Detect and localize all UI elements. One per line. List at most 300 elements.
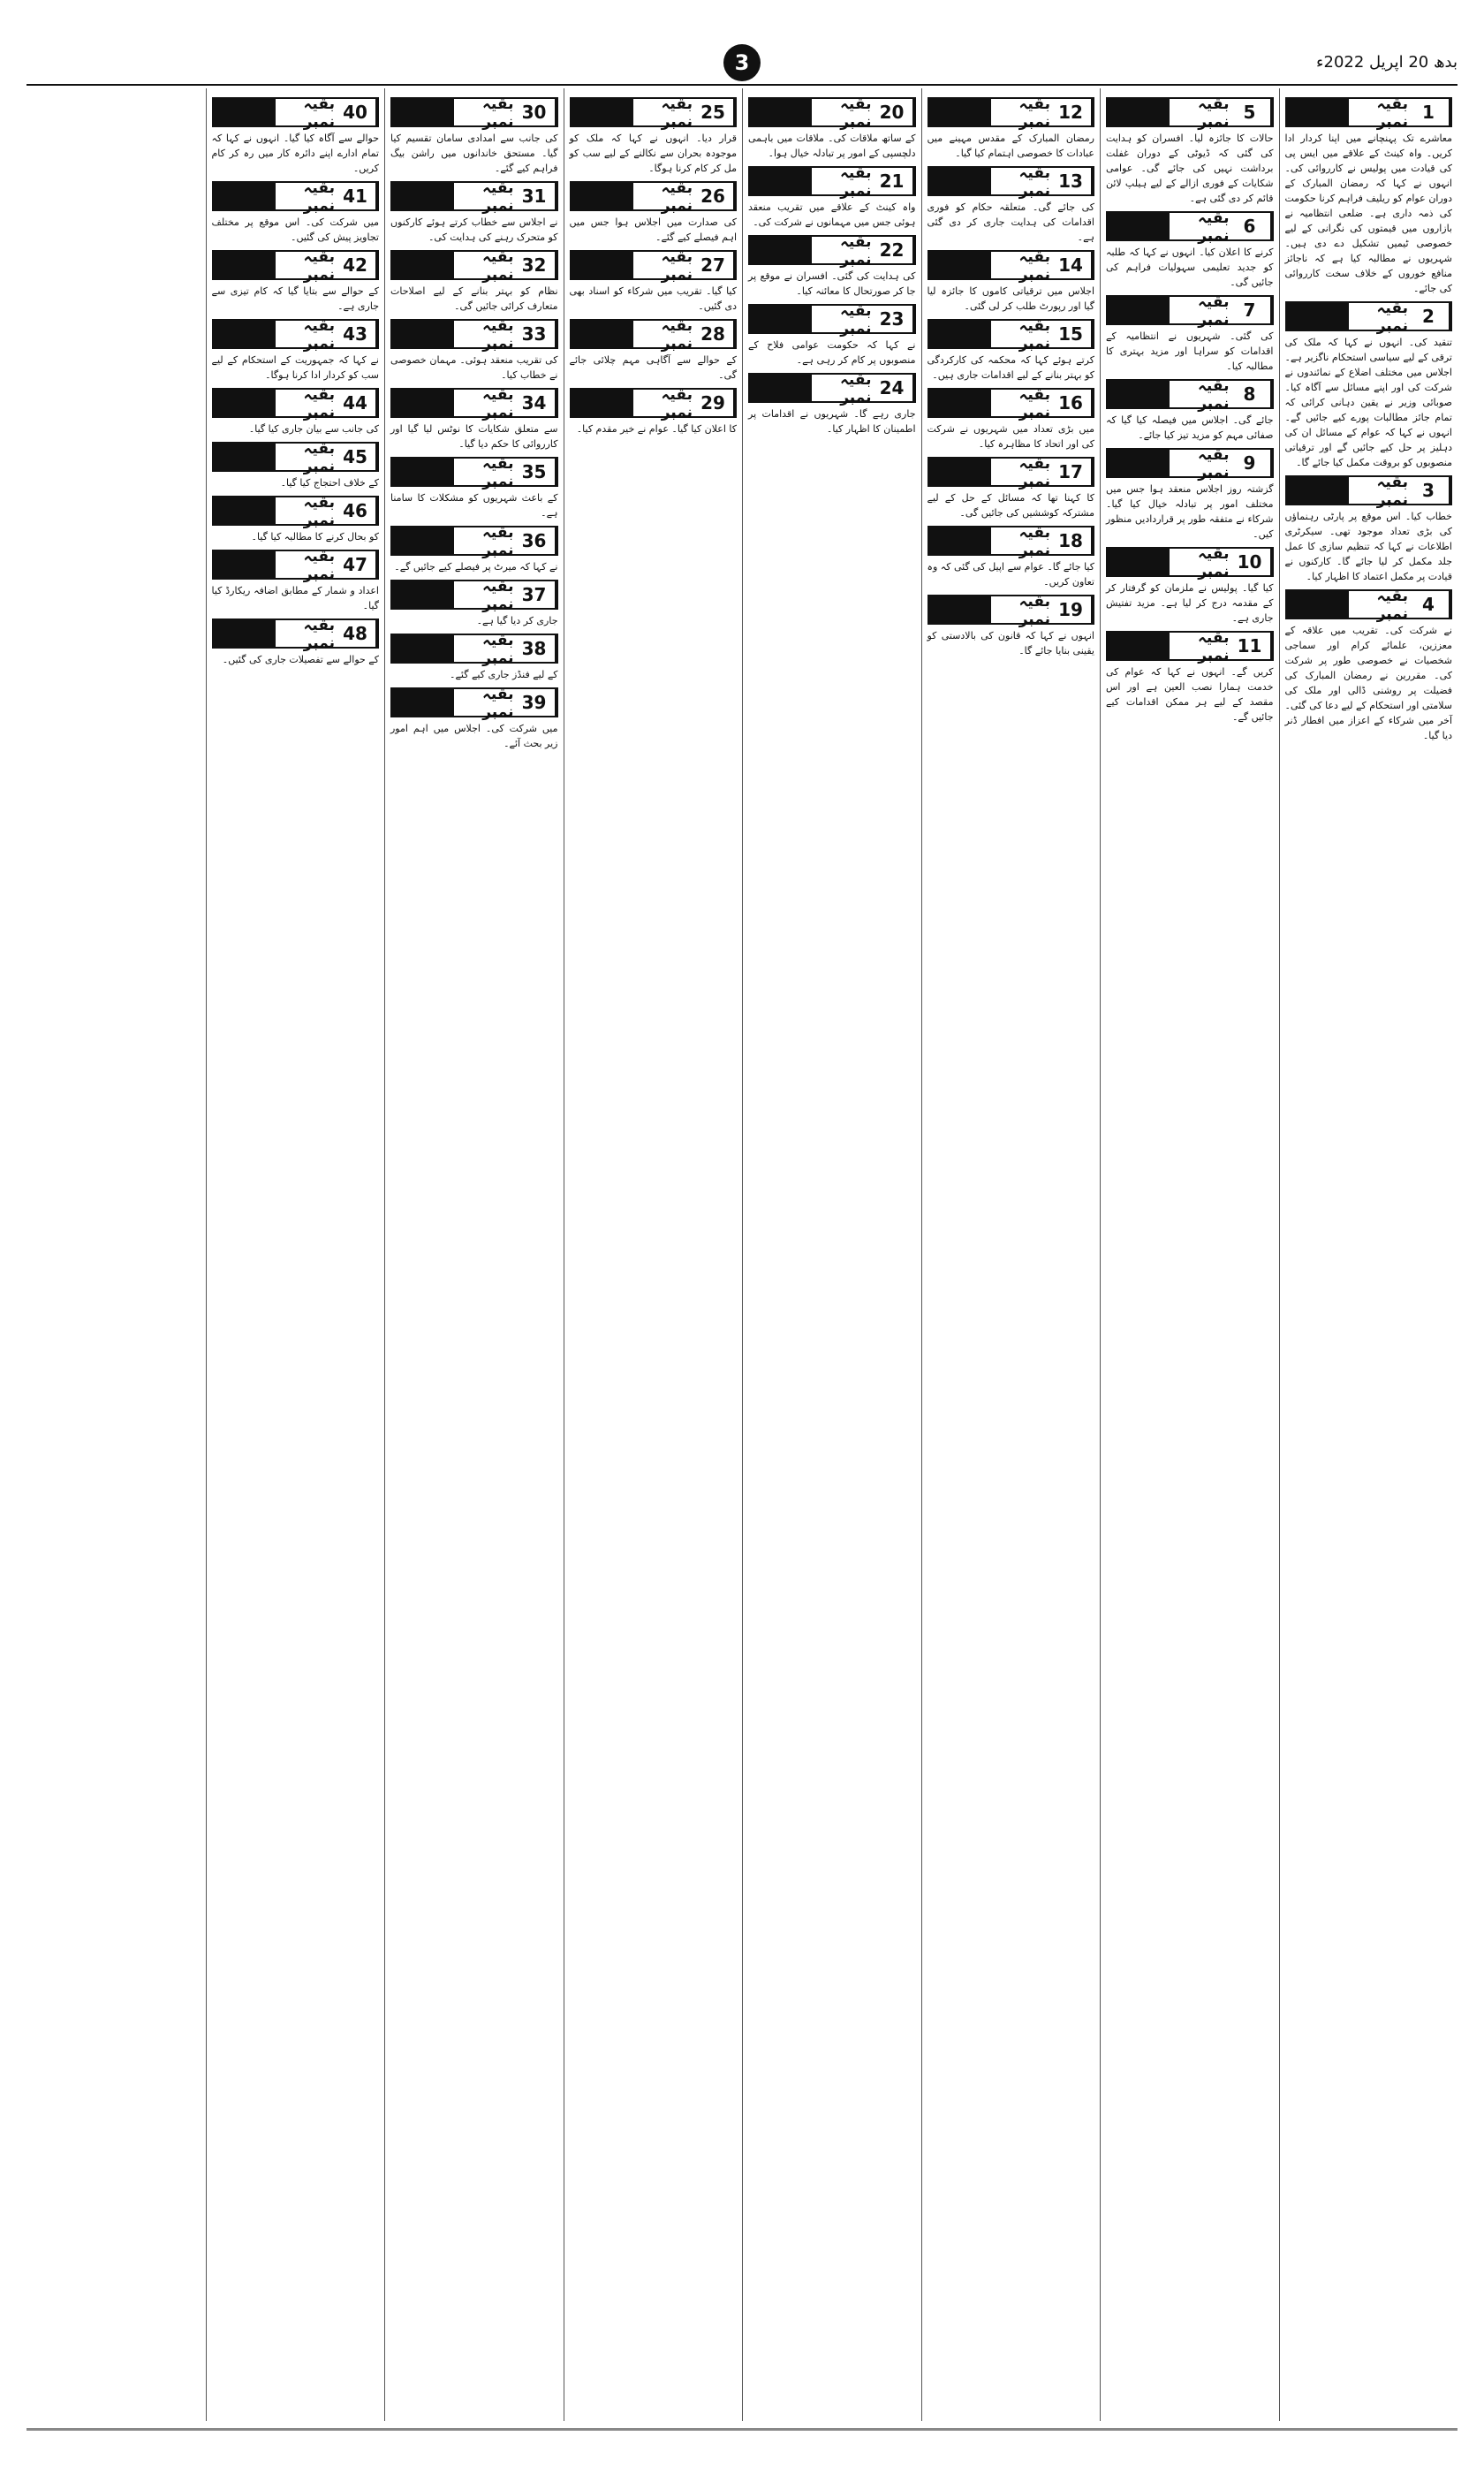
story [212, 618, 380, 667]
story-header [212, 616, 380, 652]
story-bar [929, 390, 991, 416]
story [748, 163, 916, 230]
story-label: بقیہ نمبر [454, 581, 514, 608]
story-label: بقیہ نمبر [454, 459, 514, 485]
story-body: کے باعث شہریوں کو مشکلات کا سامنا ہے۔ [390, 492, 558, 519]
story-number: 9 [1230, 450, 1272, 476]
story-label: بقیہ نمبر [991, 527, 1051, 554]
story-body: واہ کینٹ کے علاقے میں تقریب منعقد ہوئی جس میں مہمانوں نے شرکت کی۔ [748, 201, 916, 228]
story-label: بقیہ نمبر [812, 168, 872, 194]
page-header [26, 44, 1458, 80]
story-body: کا کہنا تھا کہ مسائل کے حل کے لیے مشترکہ کوششیں کی جائیں گی۔ [927, 492, 1094, 519]
story-bar [392, 390, 454, 416]
story [570, 97, 738, 176]
story [927, 592, 1095, 658]
story-header [212, 178, 380, 215]
story-number: 21 [872, 168, 914, 194]
story-label: بقیہ نمبر [276, 620, 336, 647]
story [390, 523, 558, 574]
story [748, 301, 916, 368]
story-header [1106, 95, 1274, 131]
story-label: بقیہ نمبر [276, 497, 336, 524]
story-bar [214, 497, 276, 524]
story-number: 13 [1050, 168, 1093, 194]
story-body: انہوں نے کہا کہ قانون کی بالادستی کو یقینی بنایا جائے گا۔ [927, 630, 1094, 656]
story-label: بقیہ نمبر [991, 596, 1051, 623]
story-bar [929, 99, 991, 125]
story-label: بقیہ نمبر [991, 459, 1051, 485]
story-body: کو بحال کرنے کا مطالبہ کیا گیا۔ [251, 531, 379, 543]
story-label: بقیہ نمبر [276, 444, 336, 470]
story [927, 454, 1095, 520]
story-body: جائے گی۔ اجلاس میں فیصلہ کیا گیا کہ صفائی مہم کو مزید تیز کیا جائے۔ [1106, 414, 1274, 441]
story-header [1285, 473, 1453, 509]
story-header [1285, 95, 1453, 131]
story-body: اعداد و شمار کے مطابق اضافہ ریکارڈ کیا گیا۔ [211, 585, 379, 611]
column [1100, 88, 1279, 2421]
story-number: 29 [693, 390, 735, 416]
story-number: 33 [514, 321, 556, 347]
story-header [928, 316, 1095, 353]
story-bar [1287, 303, 1349, 330]
story-number: 27 [693, 252, 735, 278]
story-body: نے شرکت کی۔ تقریب میں علاقہ کے معززین، علمائے کرام اور سماجی شخصیات نے خصوصی طور پر شرکت کی۔ مقررین نے رمضان المبارک کی فضیلت پر روشنی ڈالی اور ملک کی سلامتی اور استحکام کے لیے دعا کی گئی۔ آخر میں شرکاء کے اعزاز میں افطار ڈنر دیا گیا۔ [1284, 625, 1452, 741]
story-bar [392, 459, 454, 485]
story-body: کا اعلان کیا گیا۔ عوام نے خیر مقدم کیا۔ [576, 423, 737, 435]
story-label: بقیہ نمبر [812, 99, 872, 125]
story-label: بقیہ نمبر [1349, 477, 1409, 504]
story-header [928, 454, 1095, 490]
story-bar [392, 581, 454, 608]
story-label: بقیہ نمبر [454, 689, 514, 716]
story-body: کے خلاف احتجاج کیا گیا۔ [280, 477, 379, 489]
story [390, 178, 558, 245]
story-body: نظام کو بہتر بنانے کے لیے اصلاحات متعارف کرائی جائیں گی۔ [390, 285, 558, 312]
story [1285, 97, 1453, 296]
story-bar [750, 168, 812, 194]
story-header [928, 523, 1095, 559]
story-label: بقیہ نمبر [991, 99, 1051, 125]
story-header [748, 301, 916, 338]
story-bar [1108, 297, 1170, 323]
story-header [928, 247, 1095, 284]
header-rule [26, 84, 1458, 86]
story-body: کرتے ہوئے کہا کہ محکمہ کی کارکردگی کو بہتر بنانے کے لیے اقدامات جاری ہیں۔ [927, 354, 1094, 381]
story-body: نے اجلاس سے خطاب کرتے ہوئے کارکنوں کو متحرک رہنے کی ہدایت کی۔ [390, 216, 558, 243]
story-bar [1108, 633, 1170, 659]
story-number: 2 [1408, 303, 1450, 330]
story-number: 28 [693, 321, 735, 347]
story-body: حالات کا جائزہ لیا۔ افسران کو ہدایت کی گئی کہ ڈیوٹی کے دوران غفلت برداشت نہیں کی جائے گی۔ عوامی شکایات کے فوری ازالے کے لیے ہیلپ لائن قائم کر دی گئی ہے۔ [1106, 133, 1274, 204]
story [212, 385, 380, 436]
story-number: 37 [514, 581, 556, 608]
column [921, 88, 1101, 2421]
story-number: 47 [335, 551, 377, 578]
story-body: حوالے سے آگاہ کیا گیا۔ انہوں نے کہا کہ تمام ادارے اپنے دائرہ کار میں رہ کر کام کریں۔ [211, 133, 379, 174]
story-header [390, 523, 558, 559]
story [927, 385, 1095, 452]
story-body: کے لیے فنڈز جاری کیے گئے۔ [450, 669, 558, 680]
story-bar [929, 459, 991, 485]
story-number: 4 [1408, 591, 1450, 618]
story-label: بقیہ نمبر [1170, 213, 1230, 239]
story-label: بقیہ نمبر [633, 99, 693, 125]
story-bar [214, 252, 276, 278]
story-bar [929, 527, 991, 554]
story [1106, 292, 1274, 374]
story-header [570, 95, 738, 131]
story-header [212, 547, 380, 583]
story-body: کی صدارت میں اجلاس ہوا جس میں اہم فیصلے کیے گئے۔ [569, 216, 737, 243]
story [1106, 628, 1274, 725]
story [390, 316, 558, 383]
story-body: معاشرے تک پہنچانے میں اپنا کردار ادا کریں۔ واہ کینٹ کے علاقے میں ایس پی کی قیادت میں پولیس نے کارروائی کی۔ انہوں نے کہا کہ رمضان المبارک کے دوران عوام کو ریلیف فراہم کرنا حکومت کی ذمہ داری ہے۔ ضلعی انتظامیہ نے بازاروں میں قیمتوں کی نگرانی کے لیے خصوصی ٹیمیں تشکیل دے دی ہیں۔ شہریوں نے مطالبہ کیا ہے کہ ناجائز منافع خوروں کے خلاف سخت کارروائی کی جائے۔ [1284, 133, 1452, 294]
story-number: 40 [335, 99, 377, 125]
story-body: کے ساتھ ملاقات کی۔ ملاقات میں باہمی دلچسپی کے امور پر تبادلہ خیال ہوا۔ [748, 133, 916, 159]
story-number: 25 [693, 99, 735, 125]
story-bar [750, 237, 812, 263]
story-number: 23 [872, 306, 914, 332]
story-header [390, 631, 558, 667]
story-body: نے کہا کہ میرٹ پر فیصلے کیے جائیں گے۔ [394, 561, 558, 573]
story-label: بقیہ نمبر [812, 237, 872, 263]
story-label: بقیہ نمبر [991, 252, 1051, 278]
story [1106, 97, 1274, 206]
story-bar [214, 183, 276, 209]
story-label: بقیہ نمبر [991, 390, 1051, 416]
story-body: نے کہا کہ جمہوریت کے استحکام کے لیے سب کو کردار ادا کرنا ہوگا۔ [211, 354, 379, 381]
story [570, 385, 738, 436]
story-body: کی تقریب منعقد ہوئی۔ مہمان خصوصی نے خطاب کیا۔ [390, 354, 558, 381]
story-label: بقیہ نمبر [1349, 99, 1409, 125]
story-number: 1 [1408, 99, 1450, 125]
story [211, 178, 380, 245]
story-body: کی جانب سے بیان جاری کیا گیا۔ [248, 423, 379, 435]
story [1106, 376, 1274, 443]
story-body: سے متعلق شکایات کا نوٹس لیا گیا اور کارروائی کا حکم دیا گیا۔ [390, 423, 558, 450]
story-label: بقیہ نمبر [812, 375, 872, 401]
story-bar [929, 252, 991, 278]
story-body: کی گئی۔ شہریوں نے انتظامیہ کے اقدامات کو سراہا اور مزید بہتری کا مطالبہ کیا۔ [1106, 330, 1274, 372]
story-label: بقیہ نمبر [633, 390, 693, 416]
story-header [570, 316, 738, 353]
story-body: کیا گیا۔ پولیس نے ملزمان کو گرفتار کر کے مقدمہ درج کر لیا ہے۔ مزید تفتیش جاری ہے۔ [1106, 582, 1274, 624]
story-label: بقیہ نمبر [1170, 450, 1230, 476]
story-header [1285, 587, 1453, 623]
story-bar [572, 183, 633, 209]
story-header [1106, 209, 1274, 245]
story [927, 163, 1095, 245]
story-bar [214, 321, 276, 347]
story-header [748, 163, 916, 200]
story-label: بقیہ نمبر [1349, 303, 1409, 330]
story-label: بقیہ نمبر [991, 321, 1051, 347]
story-header [390, 247, 558, 284]
story [212, 439, 380, 490]
story-number: 12 [1050, 99, 1093, 125]
story-bar [750, 375, 812, 401]
story-number: 17 [1050, 459, 1093, 485]
column [1279, 88, 1458, 2421]
story-label: بقیہ نمبر [454, 635, 514, 662]
story [390, 577, 558, 628]
story-label: بقیہ نمبر [276, 390, 336, 416]
story-bar [392, 99, 454, 125]
story-number: 15 [1050, 321, 1093, 347]
story-number: 6 [1230, 213, 1272, 239]
story-number: 31 [514, 183, 556, 209]
story [390, 97, 558, 176]
story-number: 19 [1050, 596, 1093, 623]
page-date: بدھ 20 اپریل 2022ء [1316, 53, 1458, 72]
story-bar [214, 99, 276, 125]
story [1285, 475, 1453, 584]
story-bar [392, 527, 454, 554]
story-header [1106, 628, 1274, 664]
newspaper-columns [26, 88, 1458, 2421]
story-number: 41 [335, 183, 377, 209]
column [26, 88, 206, 2421]
story [569, 178, 738, 245]
story-label: بقیہ نمبر [812, 306, 872, 332]
story-header [212, 247, 380, 284]
story-header [390, 577, 558, 613]
story-body: کے حوالے سے بتایا گیا کہ کام تیزی سے جاری ہے۔ [211, 285, 379, 312]
story-bar [392, 321, 454, 347]
story-number: 18 [1050, 527, 1093, 554]
story [748, 232, 916, 299]
story-body: جاری رہے گا۔ شہریوں نے اقدامات پر اطمینان کا اظہار کیا۔ [748, 408, 916, 435]
story-bar [392, 252, 454, 278]
story-label: بقیہ نمبر [454, 390, 514, 416]
story-number: 22 [872, 237, 914, 263]
story-bar [572, 321, 633, 347]
story [1106, 544, 1274, 626]
story-body: کریں گے۔ انہوں نے کہا کہ عوام کی خدمت ہمارا نصب العین ہے اور اس مقصد کے لیے ہر ممکن اقدامات کیے جائیں گے۔ [1106, 666, 1274, 723]
story-body: میں شرکت کی۔ اس موقع پر مختلف تجاویز پیش کی گئیں۔ [211, 216, 379, 243]
story [212, 97, 380, 176]
story [390, 687, 558, 751]
story-header [748, 370, 916, 406]
story-number: 24 [872, 375, 914, 401]
story-header [1106, 544, 1274, 581]
story-body: گزشتہ روز اجلاس منعقد ہوا جس میں مختلف امور پر تبادلہ خیال کیا گیا۔ شرکاء نے متفقہ طور پر قراردادیں منظور کیں۔ [1106, 483, 1274, 540]
story-bar [1108, 213, 1170, 239]
story-label: بقیہ نمبر [1170, 297, 1230, 323]
story [1106, 445, 1274, 542]
story-bar [572, 252, 633, 278]
story-label: بقیہ نمبر [276, 551, 336, 578]
story-header [748, 232, 916, 269]
story-header [212, 316, 380, 353]
story-label: بقیہ نمبر [454, 527, 514, 554]
story-number: 11 [1230, 633, 1272, 659]
story-number: 16 [1050, 390, 1093, 416]
column [206, 88, 385, 2421]
story-bar [929, 321, 991, 347]
story [927, 247, 1095, 314]
story-body: اجلاس میں ترقیاتی کاموں کا جائزہ لیا گیا اور رپورٹ طلب کر لی گئی۔ [927, 285, 1094, 312]
story-body: نے کہا کہ حکومت عوامی فلاح کے منصوبوں پر کام کر رہی ہے۔ [748, 339, 916, 366]
story-bar [1108, 549, 1170, 575]
story-body: کرنے کا اعلان کیا۔ انہوں نے کہا کہ طلبہ کو جدید تعلیمی سہولیات فراہم کی جائیں گی۔ [1106, 247, 1274, 288]
story-header [928, 95, 1095, 131]
story [748, 97, 916, 161]
story-body: کیا جائے گا۔ عوام سے اپیل کی گئی کہ وہ تعاون کریں۔ [927, 561, 1094, 588]
story-number: 10 [1230, 549, 1272, 575]
column [384, 88, 564, 2421]
story-number: 7 [1230, 297, 1272, 323]
story-number: 45 [335, 444, 377, 470]
story-label: بقیہ نمبر [1170, 633, 1230, 659]
story-header [390, 316, 558, 353]
story-header [1106, 376, 1274, 413]
story-header [928, 592, 1095, 628]
footer-rule [26, 2428, 1458, 2431]
story-body: تنقید کی۔ انہوں نے کہا کہ ملک کی ترقی کے لیے سیاسی استحکام ناگزیر ہے۔ اجلاس میں مختلف اضلاع کے نمائندوں نے شرکت کی اور اپنے مسائل سے آگاہ کیا۔ صوبائی وزیر نے یقین دہانی کرائی کہ تمام جائز مطالبات پورے کیے جائیں گے۔ انہوں نے کہا کہ عوام کے مسائل ان کی دہلیز پر حل کیے جائیں گے اور ترقیاتی منصوبوں کو بروقت مکمل کیا جائے گا۔ [1284, 337, 1452, 468]
story-header [748, 95, 916, 131]
story-body: خطاب کیا۔ اس موقع پر پارٹی رہنماؤں کی بڑی تعداد موجود تھی۔ سیکرٹری اطلاعات نے کہا کہ تنظیم سازی کا عمل جلد مکمل کر لیا جائے گا۔ کارکنوں نے قیادت پر مکمل اعتماد کا اظہار کیا۔ [1284, 511, 1452, 582]
story-body: کیا گیا۔ تقریب میں شرکاء کو اسناد بھی دی گئیں۔ [569, 285, 737, 312]
story-bar [392, 635, 454, 662]
story-bar [392, 689, 454, 716]
story-label: بقیہ نمبر [454, 321, 514, 347]
story-bar [214, 390, 276, 416]
story-label: بقیہ نمبر [276, 99, 336, 125]
story-label: بقیہ نمبر [1349, 591, 1409, 618]
story-body: کی ہدایت کی گئی۔ افسران نے موقع پر جا کر صورتحال کا معائنہ کیا۔ [748, 270, 916, 297]
story-label: بقیہ نمبر [454, 252, 514, 278]
story [211, 316, 380, 383]
story-number: 3 [1408, 477, 1450, 504]
story-bar [214, 551, 276, 578]
story [390, 385, 558, 452]
story-bar [392, 183, 454, 209]
story-header [390, 95, 558, 131]
story [569, 316, 738, 383]
story-body: قرار دیا۔ انہوں نے کہا کہ ملک کو موجودہ بحران سے نکالنے کے لیے سب کو مل کر کام کرنا ہوگا۔ [569, 133, 737, 174]
story [927, 523, 1095, 589]
story [390, 631, 558, 682]
story-label: بقیہ نمبر [276, 183, 336, 209]
story-label: بقیہ نمبر [1170, 99, 1230, 125]
story-header [390, 685, 558, 721]
column [564, 88, 743, 2421]
story-bar [1108, 450, 1170, 476]
story-header [212, 493, 380, 529]
story [1285, 589, 1453, 743]
story-number: 5 [1230, 99, 1272, 125]
story-number: 14 [1050, 252, 1093, 278]
story-body: جاری کر دیا گیا ہے۔ [476, 615, 558, 626]
story-bar [929, 168, 991, 194]
story-header [1106, 445, 1274, 482]
story-header [928, 163, 1095, 200]
story-number: 43 [335, 321, 377, 347]
story-label: بقیہ نمبر [633, 183, 693, 209]
story-header [212, 385, 380, 421]
story [1106, 211, 1274, 290]
story-number: 42 [335, 252, 377, 278]
story [748, 370, 916, 436]
story-body: میں بڑی تعداد میں شہریوں نے شرکت کی اور اتحاد کا مظاہرہ کیا۔ [927, 423, 1094, 450]
story-label: بقیہ نمبر [454, 183, 514, 209]
story-bar [1287, 477, 1349, 504]
story-bar [214, 444, 276, 470]
story-bar [1108, 381, 1170, 407]
story-label: بقیہ نمبر [454, 99, 514, 125]
story-header [570, 385, 738, 421]
story [927, 316, 1095, 383]
story-header [390, 385, 558, 421]
page-number: 3 [723, 44, 761, 81]
story-number: 30 [514, 99, 556, 125]
story-header [570, 247, 738, 284]
story-number: 32 [514, 252, 556, 278]
story-header [212, 439, 380, 475]
story-number: 34 [514, 390, 556, 416]
story-header [1106, 292, 1274, 329]
story [928, 97, 1095, 161]
story-number: 46 [335, 497, 377, 524]
story-number: 8 [1230, 381, 1272, 407]
story-bar [1287, 591, 1349, 618]
story [390, 454, 558, 520]
story-number: 36 [514, 527, 556, 554]
story-number: 26 [693, 183, 735, 209]
story-bar [750, 306, 812, 332]
story-label: بقیہ نمبر [276, 252, 336, 278]
story-label: بقیہ نمبر [1170, 549, 1230, 575]
story [211, 247, 380, 314]
story-header [1285, 299, 1453, 335]
story-header [390, 178, 558, 215]
story-bar [1108, 99, 1170, 125]
story-bar [1287, 99, 1349, 125]
story-header [570, 178, 738, 215]
story [1285, 301, 1453, 470]
story-label: بقیہ نمبر [991, 168, 1051, 194]
story [390, 247, 558, 314]
story-number: 20 [872, 99, 914, 125]
story-label: بقیہ نمبر [1170, 381, 1230, 407]
story-label: بقیہ نمبر [633, 321, 693, 347]
story-number: 48 [335, 620, 377, 647]
column [742, 88, 921, 2421]
story-number: 38 [514, 635, 556, 662]
story [212, 493, 380, 544]
story [211, 547, 380, 613]
story-bar [572, 390, 633, 416]
story-bar [750, 99, 812, 125]
story-body: کے حوالے سے تفصیلات جاری کی گئیں۔ [222, 654, 379, 665]
story-header [928, 385, 1095, 421]
story-bar [572, 99, 633, 125]
story-label: بقیہ نمبر [276, 321, 336, 347]
story-body: کے حوالے سے آگاہی مہم چلائی جائے گی۔ [569, 354, 737, 381]
story-body: رمضان المبارک کے مقدس مہینے میں عبادات کا خصوصی اہتمام کیا گیا۔ [927, 133, 1094, 159]
story-label: بقیہ نمبر [633, 252, 693, 278]
story-bar [214, 620, 276, 647]
story-body: کی جانب سے امدادی سامان تقسیم کیا گیا۔ مستحق خاندانوں میں راشن بیگ فراہم کیے گئے۔ [390, 133, 558, 174]
story-body: کی جائے گی۔ متعلقہ حکام کو فوری اقدامات کی ہدایت جاری کر دی گئی ہے۔ [927, 201, 1094, 243]
story [569, 247, 738, 314]
story-body: میں شرکت کی۔ اجلاس میں اہم امور زیر بحث آئے۔ [390, 723, 558, 749]
story-number: 39 [514, 689, 556, 716]
story-number: 44 [335, 390, 377, 416]
story-number: 35 [514, 459, 556, 485]
story-bar [929, 596, 991, 623]
